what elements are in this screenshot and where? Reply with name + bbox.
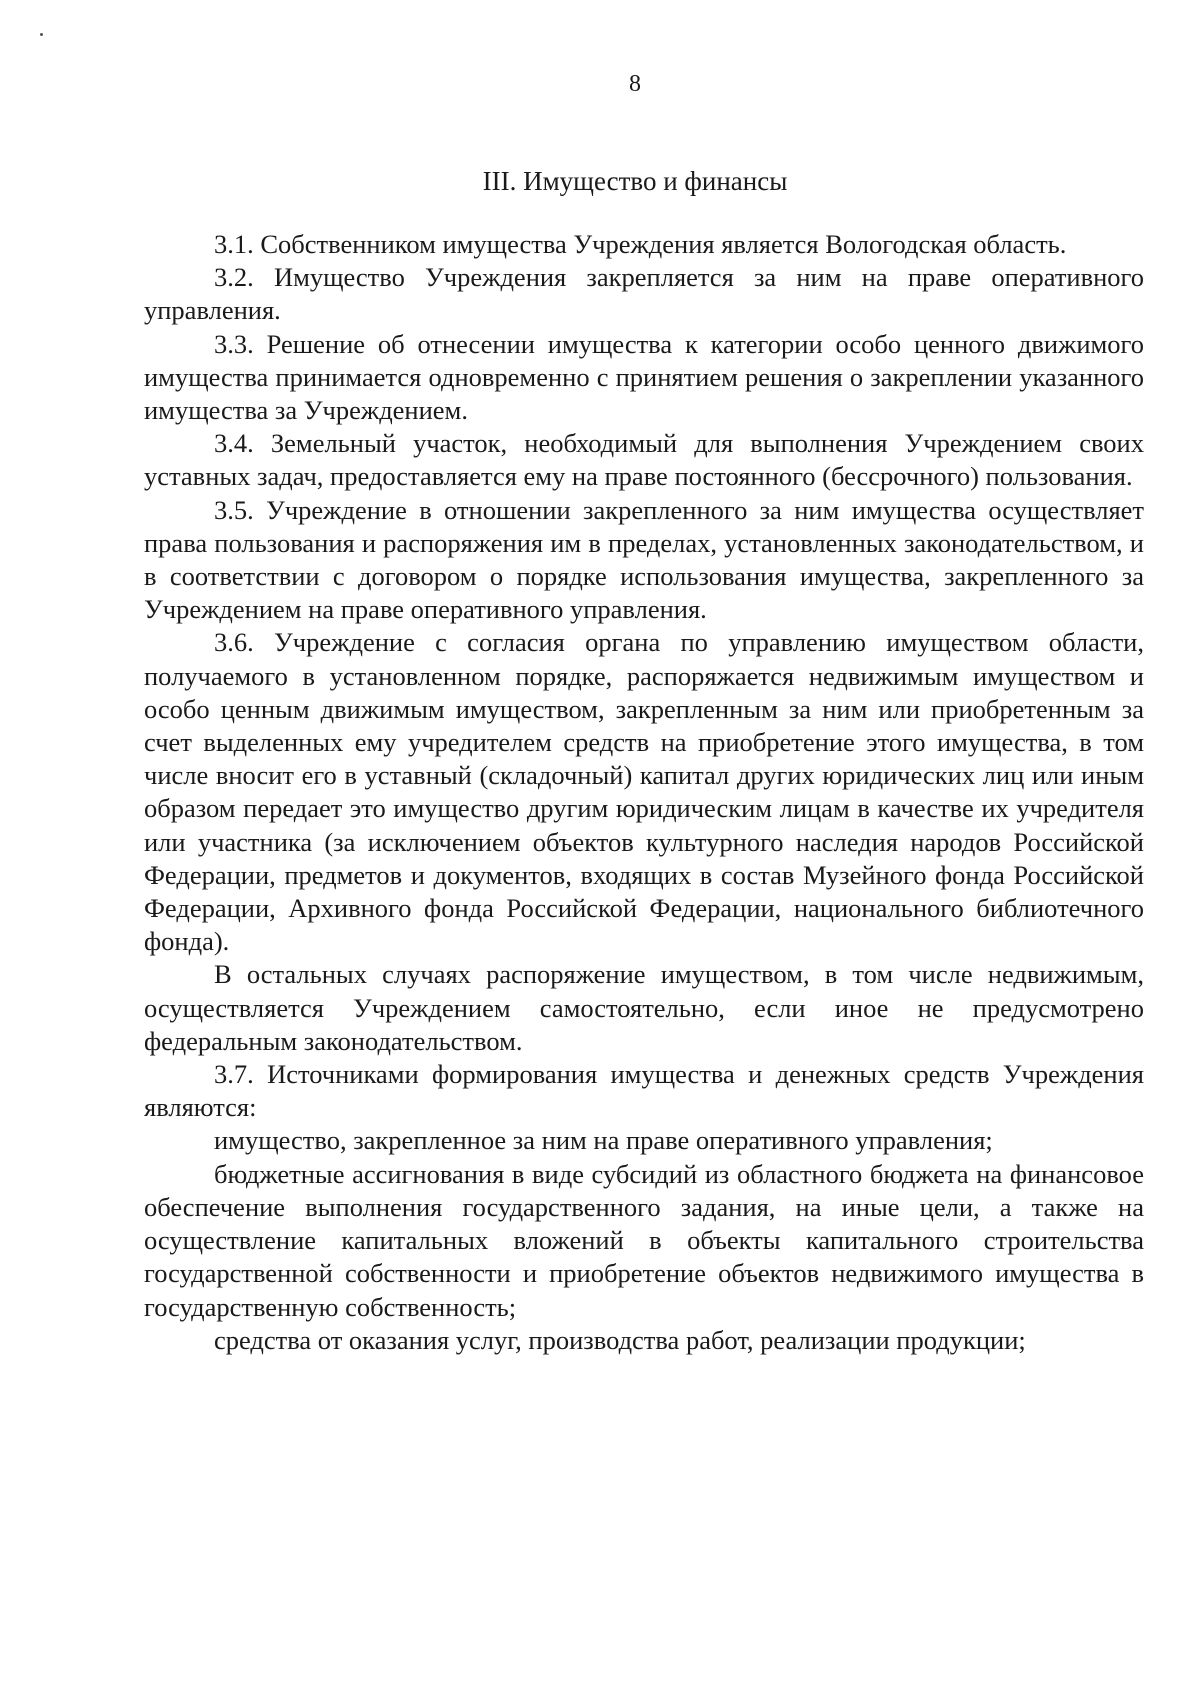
paragraph-3-6: 3.6. Учреждение с согласия органа по управлению имуществом области, получаемого в установленном порядке, распоряжается недвижимым имуществом и особо ценным движимым имуществом, закрепленным за ним или приобретенным за счет выделенных ему учредителем средств на приобретение этого имущества, в том числе вносит его в уставный (складочный) капитал других юридических лиц или иным образом передает это имущество другим юридическим лицам в качестве их учредителя или участника (за исключением объектов культурного наследия народов Российской Федерации, предметов и документов, входящих в состав Музейного фонда Российской Федерации, Архивного фонда Российской Федерации, национального библиотечного фонда). — [144, 627, 1144, 957]
section-title: III. Имущество и финансы — [482, 166, 788, 196]
document-body — [144, 228, 1144, 1357]
paragraph-3-3: 3.3. Решение об отнесении имущества к категории особо ценного движимого имущества принимается одновременно с принятием решения о закреплении указанного имущества за Учреждением. — [144, 328, 1144, 426]
page-number: 8 — [629, 71, 641, 97]
paragraph-3-2: 3.2. Имущество Учреждения закрепляется за ним на праве оперативного управления. — [144, 262, 1144, 326]
paragraph-3-4: 3.4. Земельный участок, необходимый для выполнения Учреждением своих уставных задач, предоставляется ему на праве постоянного (бессрочного) пользования. — [144, 428, 1144, 492]
paragraph-3-5: 3.5. Учреждение в отношении закрепленного за ним имущества осуществляет права пользования и распоряжения им в пределах, установленных законодательством, и в соответствии с договором о порядке использования имущества, закрепленного за Учреждением на праве оперативного управления. — [144, 494, 1144, 625]
paragraph-3-1: 3.1. Собственником имущества Учреждения является Вологодская область. — [214, 229, 1067, 259]
scan-speck — [40, 33, 43, 36]
paragraph-3-6-continued: В остальных случаях распоряжение имуществом, в том числе недвижимым, осуществляется Учреждением самостоятельно, если иное не предусмотрено федеральным законодательством. — [144, 959, 1144, 1056]
paragraph-3-7-item-property: имущество, закрепленное за ним на праве оперативного управления; — [214, 1125, 993, 1156]
paragraph-3-7-item-services: средства от оказания услуг, производства работ, реализации продукции; — [214, 1324, 1026, 1355]
paragraph-3-7: 3.7. Источниками формирования имущества и денежных средств Учреждения являются: — [144, 1059, 1144, 1123]
paragraph-3-7-item-budget: бюджетные ассигнования в виде субсидий из областного бюджета на финансовое обеспечение выполнения государственного задания, на иные цели, а также на осуществление капитальных вложений в объекты капитального строительства государственной собственности и приобретение объектов недвижимого имущества в государственную собственность; — [144, 1158, 1144, 1322]
